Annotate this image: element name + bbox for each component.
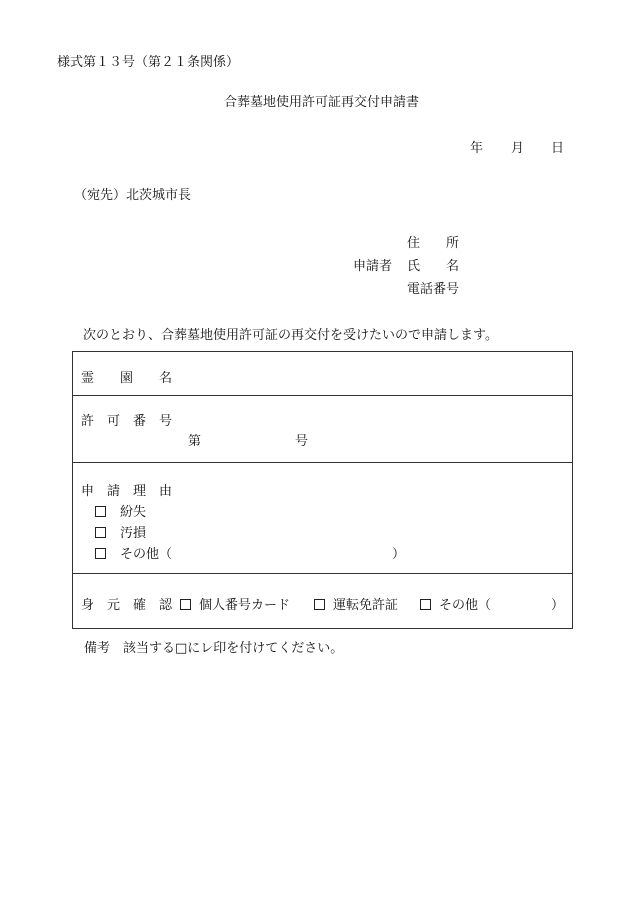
checkbox-icon[interactable] xyxy=(314,599,325,610)
checkbox-icon[interactable] xyxy=(95,527,106,538)
checkbox-icon[interactable] xyxy=(95,506,106,517)
checkbox-icon[interactable] xyxy=(180,599,191,610)
application-table xyxy=(72,351,573,629)
row-divider xyxy=(73,573,572,574)
id-option-mynumber[interactable]: 個人番号カード xyxy=(180,594,290,613)
id-option-license[interactable]: 運転免許証 xyxy=(314,594,398,613)
cemetery-name-label: 霊 園 名 xyxy=(81,371,173,386)
reason-label: 申 請 理 由 xyxy=(81,484,173,499)
addressee: （宛先）北茨城市長 xyxy=(74,188,192,203)
form-number: 様式第１３号（第２１条関係） xyxy=(57,55,240,70)
note-text: 備考 該当する□にレ印を付けてください。 xyxy=(84,641,344,656)
page-title: 合葬墓地使用許可証再交付申請書 xyxy=(224,95,420,110)
id-check-label: 身 元 確 認 xyxy=(81,598,173,613)
id-option-other[interactable]: その他（ xyxy=(420,594,491,613)
checkbox-icon[interactable] xyxy=(420,599,431,610)
permit-dai: 第 xyxy=(188,434,202,449)
applicant-phone-label: 電話番号 xyxy=(407,282,460,297)
date-month: 月 xyxy=(511,141,525,156)
row-divider xyxy=(73,462,572,463)
applicant-address-label: 住 所 xyxy=(407,236,460,251)
id-other-close: ） xyxy=(551,598,565,613)
applicant-label: 申請者 xyxy=(353,259,393,274)
permit-go: 号 xyxy=(295,434,309,449)
reason-item-lost[interactable]: 紛失 xyxy=(95,501,146,520)
applicant-name-label: 氏 名 xyxy=(407,259,460,274)
row-divider xyxy=(73,395,572,396)
checkbox-icon[interactable] xyxy=(95,548,106,559)
date-year: 年 xyxy=(470,141,484,156)
permit-number-label: 許 可 番 号 xyxy=(81,414,173,429)
reason-item-other[interactable]: その他（ xyxy=(95,543,172,562)
reason-item-damaged[interactable]: 汚損 xyxy=(95,522,146,541)
reason-other-close: ） xyxy=(392,547,406,562)
date-day: 日 xyxy=(551,141,565,156)
intro-text: 次のとおり、合葬墓地使用許可証の再交付を受けたいので申請します。 xyxy=(83,328,498,343)
